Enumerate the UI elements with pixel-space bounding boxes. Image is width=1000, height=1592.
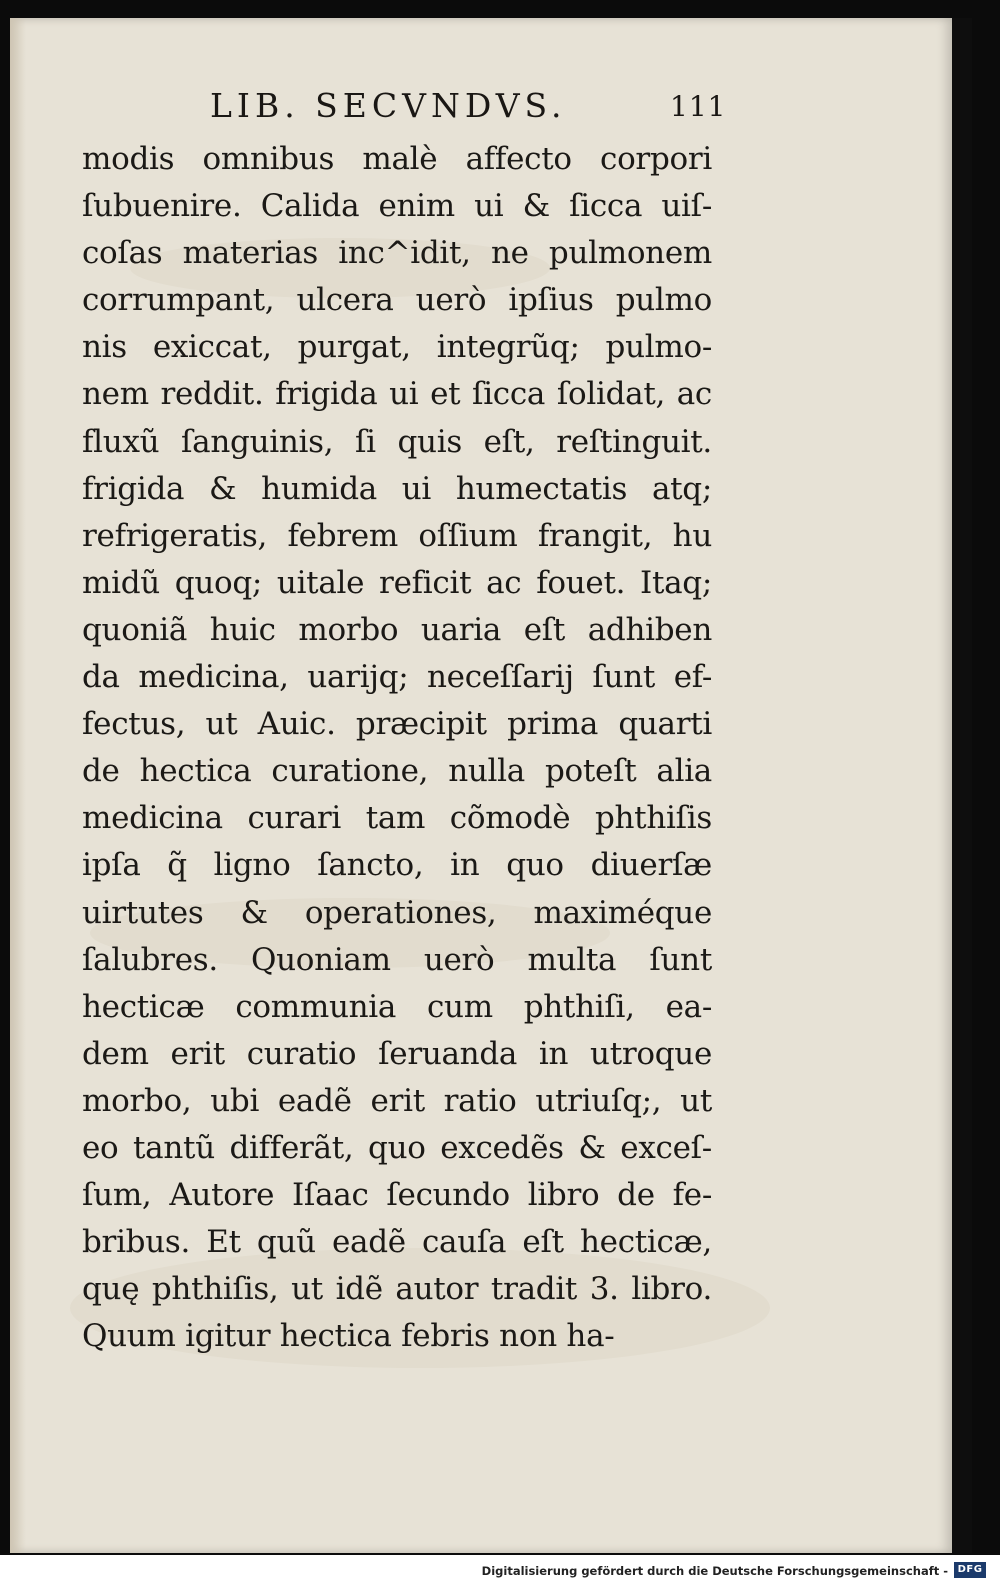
book-page (10, 18, 952, 1553)
text-line: nis exiccat, purgat, integrũq; pulmo- (82, 329, 712, 366)
text-line: eo tantũ differãt, quo excedẽs & exceſ- (82, 1129, 712, 1166)
text-line: medicina curari tam cõmodè phthiſis (82, 800, 712, 837)
text-line: ſubuenire. Calida enim ui & ſicca uiſ- (82, 188, 712, 225)
text-line: corrumpant, ulcera uerò ipſius pulmo (82, 282, 712, 319)
text-line: fectus, ut Auic. præcipit prima quarti (82, 706, 712, 743)
text-line: midũ quoq; uitale reficit ac fouet. Itaq; (82, 564, 712, 601)
digitization-footer (0, 1555, 1000, 1592)
dfg-logo-icon: DFG (954, 1562, 986, 1578)
funding-credit: Digitalisierung gefördert durch die Deutsche Forschungsgemeinschaft - (481, 1564, 948, 1578)
text-line: modis omnibus malè affecto corpori (82, 141, 712, 177)
text-line: quę phthiſis, ut idẽ autor tradit 3. libro. (82, 1271, 712, 1308)
text-line: quoniã huic morbo uaria eſt adhiben (82, 611, 712, 648)
text-line: uirtutes & operationes, maximéque (82, 894, 712, 931)
text-line: bribus. Et quũ eadẽ cauſa eſt hecticæ, (82, 1224, 712, 1261)
text-line: coſas materias inc^idit, ne pulmonem (82, 235, 712, 272)
text-line: nem reddit. frigida ui et ſicca ſolidat, ac (82, 376, 712, 413)
text-line: ſalubres. Quoniam uerò multa ſunt (82, 941, 712, 978)
running-head (10, 78, 952, 128)
text-line: ipſa q̃ ligno ſancto, in quo diuerſæ (82, 847, 712, 884)
running-head-title: LIB. SECVNDVS. (210, 86, 567, 125)
page-edge-shadow (952, 18, 972, 1553)
text-line: morbo, ubi eadẽ erit ratio utriuſq;, ut (82, 1082, 712, 1119)
text-line: de hectica curatione, nulla poteſt alia (82, 753, 712, 790)
text-line: ſum, Autore Iſaac ſecundo libro de fe- (82, 1177, 712, 1214)
text-block (82, 136, 712, 1360)
text-line: fluxũ ſanguinis, ſi quis eſt, reſtinguit. (82, 423, 712, 460)
text-line: da medicina, uarijq; neceſſarij ſunt ef- (82, 659, 712, 696)
text-line: Quum igitur hectica febris non ha- (82, 1318, 615, 1355)
text-line: hecticæ communia cum phthiſi, ea- (82, 988, 712, 1025)
text-line: dem erit curatio ſeruanda in utroque (82, 1035, 712, 1072)
text-line: refrigeratis, febrem oſſium frangit, hu (82, 517, 712, 554)
folio-number: 111 (670, 90, 727, 123)
text-line: frigida & humida ui humectatis atq; (82, 470, 712, 507)
